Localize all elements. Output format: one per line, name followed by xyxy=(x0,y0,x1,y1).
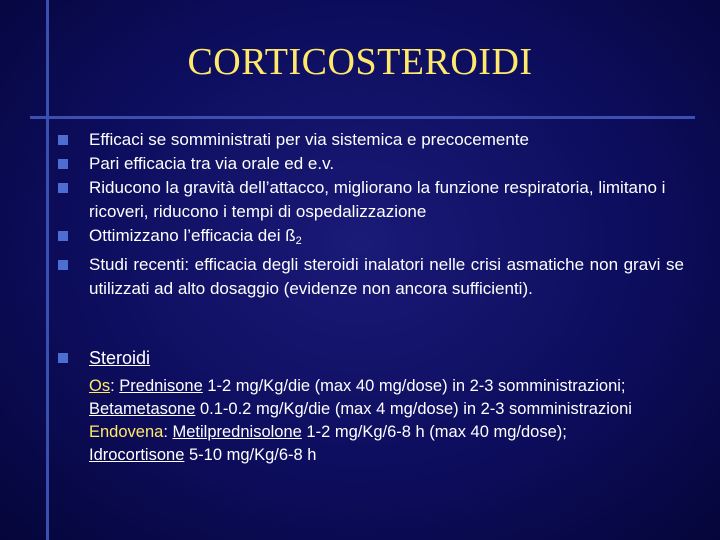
os-label: Os xyxy=(89,377,111,395)
square-bullet-icon xyxy=(58,260,68,270)
idrocortisone-line xyxy=(89,444,684,467)
steroidi-heading: Steroidi xyxy=(89,348,151,368)
bullet-text: Riducono la gravità dell’attacco, migliorano la funzione respiratoria, limitano i ricoveri, riducono i tempi di ospedalizzazione xyxy=(89,178,666,221)
bullet-item-2 xyxy=(58,152,684,176)
steroidi-section xyxy=(58,346,684,467)
dosage-block xyxy=(58,375,684,467)
beta-subscript: 2 xyxy=(295,235,302,247)
endovena-separator: : xyxy=(163,423,173,441)
idrocortisone-name: Idrocortisone xyxy=(89,446,185,464)
betametasone-name: Betametasone xyxy=(89,400,196,418)
square-bullet-icon xyxy=(58,183,68,193)
idrocortisone-dose: 5-10 mg/Kg/6-8 h xyxy=(184,446,317,464)
square-bullet-icon xyxy=(58,159,68,169)
bullet-text: Ottimizzano l’efficacia dei ß xyxy=(89,226,296,245)
slide-title: CORTICOSTEROIDI xyxy=(187,41,533,83)
endovena-line xyxy=(89,421,684,444)
os-line xyxy=(89,375,684,398)
bullet-item-4 xyxy=(58,224,684,253)
endovena-label: Endovena xyxy=(89,423,164,441)
bullet-text: Pari efficacia tra via orale ed e.v. xyxy=(89,154,335,173)
prednisone-dose: 1-2 mg/Kg/die (max 40 mg/dose) in 2-3 somministrazioni; xyxy=(202,377,626,395)
bullet-item-1 xyxy=(58,128,684,152)
prednisone-name: Prednisone xyxy=(119,377,203,395)
bullet-list xyxy=(58,128,684,301)
square-bullet-icon xyxy=(58,231,68,241)
betametasone-dose: 0.1-0.2 mg/Kg/die (max 4 mg/dose) in 2-3 somministrazioni xyxy=(195,400,632,418)
metilprednisolone-dose: 1-2 mg/Kg/6-8 h (max 40 mg/dose); xyxy=(301,423,567,441)
square-bullet-icon xyxy=(58,353,68,363)
metilprednisolone-name: Metilprednisolone xyxy=(172,423,302,441)
bullet-text: Efficaci se somministrati per via sistemica e precocemente xyxy=(89,130,529,149)
bullet-text: Studi recenti: efficacia degli steroidi inalatori nelle crisi asmatiche non gravi se utilizzati ad alto dosaggio (evidenze non ancora sufficienti). xyxy=(89,255,684,298)
betametasone-line xyxy=(89,398,684,421)
bullet-item-5 xyxy=(58,253,684,301)
title-underline-rule xyxy=(30,116,695,119)
square-bullet-icon xyxy=(58,135,68,145)
steroidi-heading-item xyxy=(58,346,684,371)
bullet-item-3 xyxy=(58,176,684,224)
os-separator: : xyxy=(110,377,120,395)
